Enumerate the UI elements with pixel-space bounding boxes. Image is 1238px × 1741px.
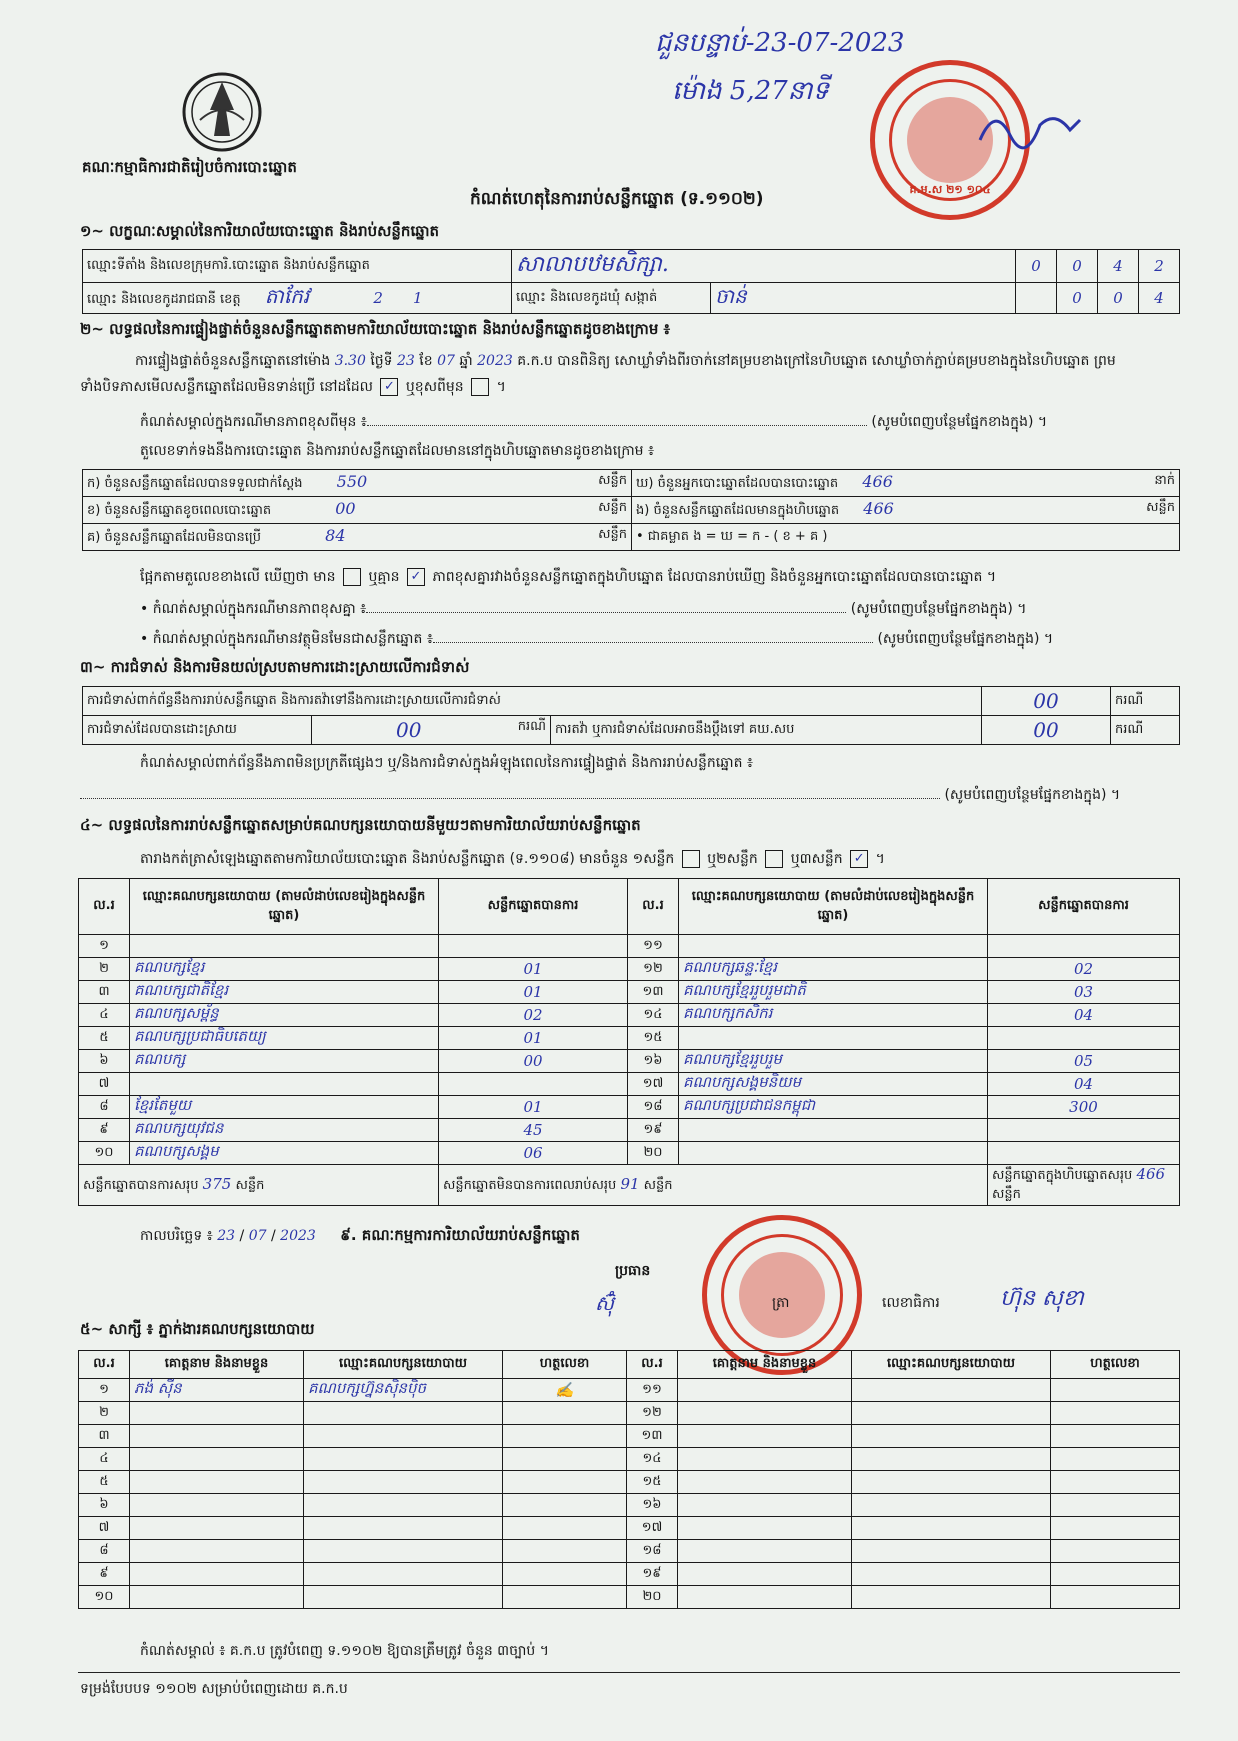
table-cell	[988, 1119, 1180, 1142]
table-row	[79, 1471, 1180, 1494]
table-cell: 00	[439, 1050, 628, 1073]
table-cell: គណបក្សយុវជន	[130, 1119, 439, 1142]
table-cell: ល.រ	[628, 879, 679, 935]
table-cell	[503, 1563, 627, 1586]
table-cell	[503, 1494, 627, 1517]
polling-station-label: ឈ្មោះទីតាំង និងលេខក្រុមការិ.បោះឆ្នោត និងរាប់សន្លឹកឆ្នោត	[83, 250, 512, 283]
table-cell: ខ្មែរតែមួយ	[130, 1096, 439, 1119]
table-row	[79, 1004, 1180, 1027]
table-cell: 01	[439, 958, 628, 981]
province-label: ឈ្មោះ និងលេខកូដរាជធានី ខេត្ត តាកែវ 2 1	[83, 283, 512, 314]
table-cell	[304, 1586, 503, 1609]
table-cell	[1051, 1402, 1180, 1425]
results-table	[78, 878, 1180, 1206]
commune-digit: 0	[1057, 283, 1098, 314]
table-cell	[130, 1425, 304, 1448]
table-cell: គណបក្សកសិករ	[679, 1004, 988, 1027]
table-cell	[678, 1540, 852, 1563]
table-row	[79, 1448, 1180, 1471]
table-cell: ហត្ថលេខា	[1051, 1351, 1180, 1379]
table-cell: ល.រ	[79, 879, 130, 935]
total-valid: សន្លឹកឆ្នោតបានការសរុប 375 សន្លឹក	[79, 1165, 439, 1206]
table-cell: ១៩	[627, 1563, 678, 1586]
table-cell	[503, 1586, 627, 1609]
table-row	[79, 958, 1180, 981]
total-invalid: សន្លឹកឆ្នោតមិនបានការពេលរាប់សរុប 91 សន្លឹក	[439, 1165, 988, 1206]
witness-table	[78, 1350, 1180, 1609]
discrepancy-check: ផ្អែកតាមតួលេខខាងលើ ឃើញថា មាន ឬគ្មាន ✓ ភាពខុសគ្នារវាងចំនួនសន្លឹកឆ្នោតក្នុងហិបឆ្នោត ដែលបានរាប់ឃើញ និងចំនួនអ្នកបោះឆ្នោតដែលបានបោះឆ្នោត ។	[140, 569, 997, 585]
table-cell	[304, 1402, 503, 1425]
table-cell	[678, 1517, 852, 1540]
table-cell: ៩	[79, 1119, 130, 1142]
secretary-label: លេខាធិការ	[882, 1295, 940, 1311]
table-cell: ១៣	[627, 1425, 678, 1448]
table-cell	[852, 1471, 1051, 1494]
table-cell	[304, 1448, 503, 1471]
station-digit: 4	[1098, 250, 1139, 283]
table-cell: គណបក្សឆន្ទៈខ្មែរ	[679, 958, 988, 981]
count-spoiled: ខ) ចំនួនសន្លឹកឆ្នោតខូចពេលបោះឆ្នោត 00 សន្លឹក	[83, 497, 632, 524]
table-cell: គណបក្សសម្ព័ន្ធ	[130, 1004, 439, 1027]
table-cell	[1051, 1563, 1180, 1586]
table-cell: ១៧	[628, 1073, 679, 1096]
table-cell	[304, 1494, 503, 1517]
table-cell: គណបក្សសង្គមនិយម	[679, 1073, 988, 1096]
table-cell: 02	[988, 958, 1180, 981]
objections-table	[82, 686, 1180, 745]
table-row	[79, 1073, 1180, 1096]
table-cell: ១៣	[628, 981, 679, 1004]
table-cell: គណបក្សខ្មែរ	[130, 958, 439, 981]
count-voters: ឃ) ចំនួនអ្នកបោះឆ្នោតដែលបានបោះឆ្នោត 466 នាក់	[632, 470, 1180, 497]
table-cell	[130, 1586, 304, 1609]
table-row	[83, 524, 1180, 551]
table-cell	[503, 1402, 627, 1425]
table-row	[79, 1425, 1180, 1448]
note-foreign-objects: • កំណត់សម្គាល់ក្នុងករណីមានវត្ថុមិនមែនជាសន្លឹកឆ្នោត ៖ (សូមបំពេញបន្ថែមផ្នែកខាងក្នុង) ។	[140, 631, 1054, 647]
table-cell	[130, 935, 439, 958]
table-cell	[852, 1517, 1051, 1540]
table-cell: ១៨	[627, 1540, 678, 1563]
table-cell	[439, 935, 628, 958]
table-cell	[304, 1425, 503, 1448]
table-row	[83, 716, 1180, 745]
table-cell	[852, 1563, 1051, 1586]
table-cell: ៥	[79, 1471, 130, 1494]
table-cell	[130, 1471, 304, 1494]
section1-title: ១~ លក្ខណៈសម្គាល់នៃការិយាល័យបោះឆ្នោត និងរាប់សន្លឹកឆ្នោត	[80, 222, 440, 240]
table-row	[79, 1096, 1180, 1119]
station-digit: 0	[1016, 250, 1057, 283]
table-cell: 01	[439, 1096, 628, 1119]
table-cell	[1051, 1540, 1180, 1563]
table-cell	[678, 1494, 852, 1517]
table-cell: ១៨	[628, 1096, 679, 1119]
table-cell: ២	[79, 958, 130, 981]
province-value: តាកែវ	[264, 284, 310, 308]
table-cell: ១៦	[628, 1050, 679, 1073]
table-cell: គណបក្ស	[130, 1050, 439, 1073]
table-cell: គណបក្សហ្វ៊ុនស៊ិនប៉ិច	[304, 1379, 503, 1402]
table-row	[83, 470, 1180, 497]
table-cell	[1051, 1425, 1180, 1448]
table-cell: គោត្តនាម និងនាមខ្លួន	[678, 1351, 852, 1379]
table-cell: 05	[988, 1050, 1180, 1073]
table-cell: ឈ្មោះគណបក្សនយោបាយ (តាមលំដាប់លេខរៀងក្នុងសន្លឹកឆ្នោត)	[679, 879, 988, 935]
commission-name: គណៈកម្មាធិការជាតិរៀបចំការបោះឆ្នោត	[82, 158, 297, 176]
table-cell: ៧	[79, 1073, 130, 1096]
totals-row	[79, 1165, 1180, 1206]
table-cell: 03	[988, 981, 1180, 1004]
table-cell: សន្លឹកឆ្នោតបានការ	[439, 879, 628, 935]
table-cell: ១២	[628, 958, 679, 981]
table-row	[79, 981, 1180, 1004]
table-cell	[304, 1471, 503, 1494]
count-in-box: ង) ចំនួនសន្លឹកឆ្នោតដែលមានក្នុងហិបឆ្នោត 466 សន្លឹក	[632, 497, 1180, 524]
table-row	[79, 1494, 1180, 1517]
table-cell: ៣	[79, 1425, 130, 1448]
table-cell	[1051, 1517, 1180, 1540]
sheet3-checkbox[interactable]: ✓	[850, 850, 868, 868]
table-cell	[678, 1425, 852, 1448]
table-row	[79, 1050, 1180, 1073]
objection-related-label: ការជំទាស់ពាក់ព័ន្ធនឹងការរាប់សន្លឹកឆ្នោត និងការតវ៉ាទៅនឹងការដោះស្រាយលើការជំទាស់	[83, 687, 982, 716]
table-cell: ៣	[79, 981, 130, 1004]
chair-signature: ស៊ុំ	[595, 1291, 615, 1315]
table-cell: ១	[79, 1379, 130, 1402]
table-cell: គណបក្សខ្មែររួបរួម	[679, 1050, 988, 1073]
table-cell: ២០	[628, 1142, 679, 1165]
table-row	[83, 283, 1180, 314]
table-cell: 300	[988, 1096, 1180, 1119]
table-cell	[130, 1540, 304, 1563]
table-cell	[1016, 283, 1057, 314]
section2-title: ២~ លទ្ធផលនៃការផ្ទៀងផ្ទាត់ចំនួនសន្លឹកឆ្នោតតាមការិយាល័យបោះឆ្នោត និងរាប់សន្លឹកឆ្នោតដូចខាងក្រោម ៖	[80, 320, 671, 338]
table-cell	[988, 1027, 1180, 1050]
table-cell: 06	[439, 1142, 628, 1165]
signature-top	[975, 100, 1085, 164]
commune-digit: 4	[1139, 283, 1180, 314]
chair-label: ប្រធាន	[615, 1263, 651, 1279]
table-cell: ១៥	[628, 1027, 679, 1050]
table-cell	[678, 1402, 852, 1425]
table-cell	[130, 1402, 304, 1425]
table-cell: ករណី	[1111, 716, 1180, 745]
table-cell	[852, 1379, 1051, 1402]
table-cell	[503, 1471, 627, 1494]
verification-paragraph: ការផ្ទៀងផ្ទាត់ចំនួនសន្លឹកឆ្នោតនៅម៉ោង 3.30 ថ្ងៃទី 23 ខែ 07 ឆ្នាំ 2023 គ.ក.ប បានពិនិត្យ សោឃ្លាំទាំងពីរចាក់នៅគម្របខាងក្រៅនៃហិបឆ្នោត សោឃ្លាំចាក់ភ្ជាប់គម្របខាងក្នុងនៃហិបឆ្នោត ព្រមទាំងបិទភាសមើលសន្លឹកឆ្នោតដែលមិនទាន់ប្រើ នៅដដែល ✓ ឬខុសពីមុន ។	[80, 353, 1116, 395]
table-cell	[678, 1471, 852, 1494]
table-cell	[304, 1563, 503, 1586]
table-cell: ៤	[79, 1004, 130, 1027]
table-cell: 02	[439, 1004, 628, 1027]
table-cell	[130, 1563, 304, 1586]
table-row	[79, 1517, 1180, 1540]
objections-appeal-label: ការតវ៉ា ឬការជំទាស់ដែលអាចនឹងប្តឹងទៅ គឃ.សប	[551, 716, 982, 745]
table-cell: ១៦	[627, 1494, 678, 1517]
table-cell: គណបក្សខ្មែររួបរួមជាតិ	[679, 981, 988, 1004]
table-cell	[503, 1540, 627, 1563]
station-digit: 2	[1139, 250, 1180, 283]
irregularities-note: កំណត់សម្គាល់ពាក់ព័ន្ធនឹងភាពមិនប្រក្រតីផ្សេងៗ ឬ/និងការជំទាស់ក្នុងអំឡុងពេលនៃការផ្ទៀងផ្ទាត់ និងការរាប់សន្លឹកឆ្នោត ៖	[140, 755, 754, 771]
station-digit: 0	[1057, 250, 1098, 283]
table-cell	[130, 1517, 304, 1540]
count-received: ក) ចំនួនសន្លឹកឆ្នោតដែលបានទទួលជាក់ស្តែង 550 សន្លឹក	[83, 470, 632, 497]
table-cell: ហត្ថលេខា	[503, 1351, 627, 1379]
table-cell: ✍	[503, 1379, 627, 1402]
diff-note: កំណត់សម្គាល់ក្នុងករណីមានភាពខុសពីមុន ៖ (សូមបំពេញបន្ថែមផ្នែកខាងក្នុង) ។	[140, 414, 1048, 430]
objections-appeal-value: 00	[982, 716, 1111, 745]
table-row	[79, 1563, 1180, 1586]
table-cell: 00 ករណី	[312, 716, 551, 745]
table-cell	[304, 1517, 503, 1540]
objections-resolved-value: 00	[396, 718, 422, 742]
table-cell	[852, 1540, 1051, 1563]
table-cell	[1051, 1448, 1180, 1471]
table-cell	[679, 935, 988, 958]
table-cell	[678, 1563, 852, 1586]
table-cell: ៩	[79, 1563, 130, 1586]
table-cell	[678, 1448, 852, 1471]
table-cell	[1051, 1494, 1180, 1517]
sheet1-checkbox[interactable]	[682, 850, 700, 868]
table-cell	[678, 1586, 852, 1609]
count-formula: • ជាគម្លាត ង = ឃ = ក - ( ខ + គ )	[632, 524, 1180, 551]
table-cell: គណបក្សប្រជាធិបតេយ្យ	[130, 1027, 439, 1050]
total-in-box: សន្លឹកឆ្នោតក្នុងហិបឆ្នោតសរុប 466 សន្លឹក	[988, 1165, 1180, 1206]
table-cell	[852, 1425, 1051, 1448]
section5-title: ៥~ សាក្សី ៖ ភ្នាក់ងារគណបក្សនយោបាយ	[80, 1320, 315, 1338]
counts-table	[82, 469, 1180, 551]
table-cell: ៥	[79, 1027, 130, 1050]
table-cell	[503, 1448, 627, 1471]
table-cell: ឈ្មោះគណបក្សនយោបាយ (តាមលំដាប់លេខរៀងក្នុងសន្លឹកឆ្នោត)	[130, 879, 439, 935]
table-row	[79, 1027, 1180, 1050]
table-cell	[1051, 1379, 1180, 1402]
table-cell: ១៩	[628, 1119, 679, 1142]
table-cell	[988, 1142, 1180, 1165]
section4-title: ៤~ លទ្ធផលនៃការរាប់សន្លឹកឆ្នោតសម្រាប់គណបក្សនយោបាយនីមួយៗតាមការិយាល័យរាប់សន្លឹកឆ្នោត	[80, 816, 641, 834]
tally-sheet-info: តារាងកត់ត្រាសំឡេងឆ្នោតតាមការិយាល័យបោះឆ្នោត និងរាប់សន្លឹកឆ្នោត (ទ.១១០៨) មានចំនួន ១សន្លឹក ឬ២សន្លឹក ឬ៣សន្លឹក ✓ ។	[140, 851, 885, 867]
form-footer: ទម្រង់បែបបទ ១១០២ សម្រាប់បំពេញដោយ គ.ក.ប	[80, 1681, 348, 1697]
table-cell: ៤	[79, 1448, 130, 1471]
table-cell	[503, 1517, 627, 1540]
table-cell	[678, 1379, 852, 1402]
table-cell	[852, 1586, 1051, 1609]
table-cell: គណបក្សសង្គម	[130, 1142, 439, 1165]
table-cell: ១១	[627, 1379, 678, 1402]
table-cell: 04	[988, 1073, 1180, 1096]
table-cell	[503, 1425, 627, 1448]
count-intro: តួលេខទាក់ទងនឹងការបោះឆ្នោត និងការរាប់សន្លឹកឆ្នោតដែលមាននៅក្នុងហិបឆ្នោតមានដូចខាងក្រោម ៖	[140, 443, 655, 459]
table-cell: ១២	[627, 1402, 678, 1425]
table-cell: សន្លឹកឆ្នោតបានការ	[988, 879, 1180, 935]
table-row	[79, 935, 1180, 958]
table-cell	[439, 1073, 628, 1096]
seal-label: ត្រា	[772, 1295, 790, 1311]
no-diff-checkbox[interactable]: ✓	[407, 568, 425, 586]
table-cell	[304, 1540, 503, 1563]
table-cell: ល.រ	[79, 1351, 130, 1379]
handwritten-date: ជួនបន្ទាប់-23-07-2023	[655, 28, 905, 58]
table-cell: 04	[988, 1004, 1180, 1027]
secretary-signature: ហ៊ុន សុខា	[1000, 1286, 1084, 1311]
table-cell	[130, 1494, 304, 1517]
table-row	[83, 687, 1180, 716]
footnote: កំណត់សម្គាល់ ៖ គ.ក.ប ត្រូវបំពេញ ទ.១១០២ ឱ្យបានត្រឹមត្រូវ ចំនួន ៣ច្បាប់ ។	[140, 1643, 550, 1659]
table-cell: ២	[79, 1402, 130, 1425]
has-diff-checkbox[interactable]	[343, 568, 361, 586]
table-cell: 01	[439, 981, 628, 1004]
table-row	[83, 250, 1180, 283]
table-row	[83, 497, 1180, 524]
same-checkbox[interactable]: ✓	[380, 378, 398, 396]
table-cell: ១៥	[627, 1471, 678, 1494]
table-row	[79, 1402, 1180, 1425]
table-cell: ១៤	[627, 1448, 678, 1471]
table-cell: គណបក្សប្រជាជនកម្ពុជា	[679, 1096, 988, 1119]
table-cell: ល.រ	[627, 1351, 678, 1379]
irregularities-fill: (សូមបំពេញបន្ថែមផ្នែកខាងក្នុង) ។	[80, 786, 1180, 804]
table-cell: ឈ្មោះគណបក្សនយោបាយ	[852, 1351, 1051, 1379]
table-cell	[679, 1119, 988, 1142]
official-seal-stamp: គ.ម.ស ២១ ១០៤	[870, 60, 1030, 220]
table-cell	[1051, 1471, 1180, 1494]
table-cell: ១៤	[628, 1004, 679, 1027]
table-cell: គណបក្សជាតិខ្មែរ	[130, 981, 439, 1004]
polling-station-value: សាលាបឋមសិក្សា.	[512, 250, 1016, 283]
table-row	[79, 1119, 1180, 1142]
objection-related-value: 00	[982, 687, 1111, 716]
objections-resolved-label: ការជំទាស់ដែលបានដោះស្រាយ	[83, 716, 312, 745]
table-cell	[988, 935, 1180, 958]
table-row	[79, 1351, 1180, 1379]
date-line: កាលបរិច្ឆេទ ៖ 23 / 07 / 2023 ៩. គណៈកម្មការការិយាល័យរាប់សន្លឹកឆ្នោត	[140, 1226, 580, 1244]
table-cell: ១០	[79, 1586, 130, 1609]
table-cell: ករណី	[1111, 687, 1180, 716]
table-cell	[1051, 1586, 1180, 1609]
table-cell: 45	[439, 1119, 628, 1142]
table-cell	[679, 1142, 988, 1165]
table-cell: 01	[439, 1027, 628, 1050]
table-cell	[852, 1402, 1051, 1425]
table-cell: ១	[79, 935, 130, 958]
table-row	[79, 879, 1180, 935]
table-cell: ៨	[79, 1540, 130, 1563]
commune-label: ឈ្មោះ និងលេខកូដឃុំ សង្កាត់	[512, 283, 711, 314]
table-cell: ៦	[79, 1050, 130, 1073]
table-cell	[852, 1448, 1051, 1471]
section1-table	[82, 249, 1180, 314]
table-cell: ភង់ ស៊ីន	[130, 1379, 304, 1402]
commune-value: ចាន់	[711, 283, 1016, 314]
section3-title: ៣~ ការជំទាស់ និងការមិនយល់ស្របតាមការដោះស្រាយលើការជំទាស់	[80, 658, 470, 676]
diff-checkbox[interactable]	[471, 378, 489, 396]
footer-divider	[78, 1672, 1180, 1673]
table-row	[79, 1586, 1180, 1609]
table-cell: ៦	[79, 1494, 130, 1517]
table-cell: ២០	[627, 1586, 678, 1609]
table-cell	[679, 1027, 988, 1050]
table-cell	[130, 1448, 304, 1471]
table-row	[79, 1379, 1180, 1402]
commission-emblem	[180, 70, 264, 154]
table-row	[79, 1540, 1180, 1563]
table-cell: ៨	[79, 1096, 130, 1119]
table-cell: ១៧	[627, 1517, 678, 1540]
count-unused: គ) ចំនួនសន្លឹកឆ្នោតដែលមិនបានប្រើ 84 សន្លឹក	[83, 524, 632, 551]
table-cell: ៧	[79, 1517, 130, 1540]
table-cell	[130, 1073, 439, 1096]
table-cell: ១០	[79, 1142, 130, 1165]
sheet2-checkbox[interactable]	[765, 850, 783, 868]
handwritten-time: ម៉ោង 5,27នាទី	[672, 76, 829, 106]
table-cell: គោត្តនាម និងនាមខ្លួន	[130, 1351, 304, 1379]
commune-digit: 0	[1098, 283, 1139, 314]
note-discrepancy: • កំណត់សម្គាល់ក្នុងករណីមានភាពខុសគ្នា ៖ (សូមបំពេញបន្ថែមផ្នែកខាងក្នុង) ។	[140, 601, 1027, 617]
table-cell: ១១	[628, 935, 679, 958]
form-title: កំណត់ហេតុនៃការរាប់សន្លឹកឆ្នោត (ទ.១១០២)	[470, 189, 764, 209]
table-cell: ឈ្មោះគណបក្សនយោបាយ	[304, 1351, 503, 1379]
table-row	[79, 1142, 1180, 1165]
table-cell	[852, 1494, 1051, 1517]
